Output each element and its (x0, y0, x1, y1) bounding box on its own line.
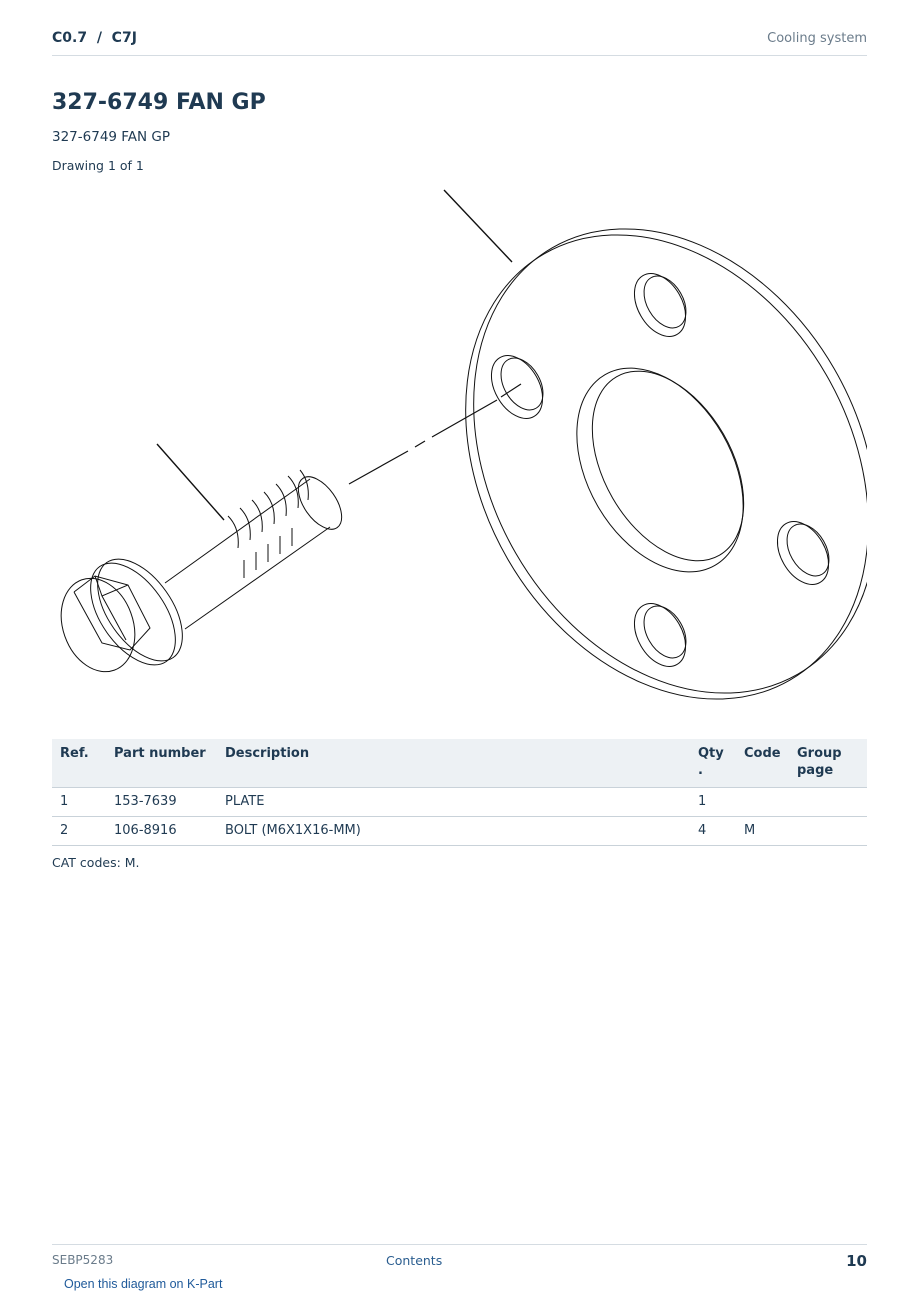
parts-table (52, 739, 867, 846)
page-title: 327-6749 FAN GP (52, 90, 266, 115)
col-qty: Qty . (690, 739, 736, 788)
cell-qty: 4 (690, 817, 736, 846)
contents-link[interactable]: Contents (386, 1253, 443, 1268)
cell-description: BOLT (M6X1X16-MM) (217, 817, 690, 846)
page-subtitle: 327-6749 FAN GP (52, 129, 171, 145)
col-group-page: Group page (789, 739, 867, 788)
cell-code: M (736, 817, 789, 846)
table-row (52, 788, 867, 817)
page-header (52, 28, 867, 56)
cell-description: PLATE (217, 788, 690, 817)
col-description: Description (217, 739, 690, 788)
cat-codes-note: CAT codes: M. (52, 855, 140, 870)
cell-qty: 1 (690, 788, 736, 817)
page-number: 10 (846, 1252, 867, 1270)
footer-divider (52, 1244, 867, 1245)
col-ref: Ref. (52, 739, 106, 788)
cell-group-page (789, 817, 867, 846)
col-code: Code (736, 739, 789, 788)
cell-part-number: 153-7639 (106, 788, 217, 817)
col-part-number: Part number (106, 739, 217, 788)
breadcrumb: C0.7 / C7J (52, 30, 137, 46)
table-header-row (52, 739, 867, 788)
drawing-info: Drawing 1 of 1 (52, 158, 144, 173)
cell-group-page (789, 788, 867, 817)
table-row (52, 817, 867, 846)
cell-ref: 2 (52, 817, 106, 846)
cell-code (736, 788, 789, 817)
open-in-kpart-link[interactable]: Open this diagram on K-Part (64, 1277, 223, 1291)
parts-diagram (52, 182, 867, 717)
document-id: SEBP5283 (52, 1253, 114, 1267)
cell-part-number: 106-8916 (106, 817, 217, 846)
bolt-drawing (52, 444, 350, 682)
plate-drawing (385, 182, 867, 717)
section-name: Cooling system (767, 31, 867, 46)
cell-ref: 1 (52, 788, 106, 817)
